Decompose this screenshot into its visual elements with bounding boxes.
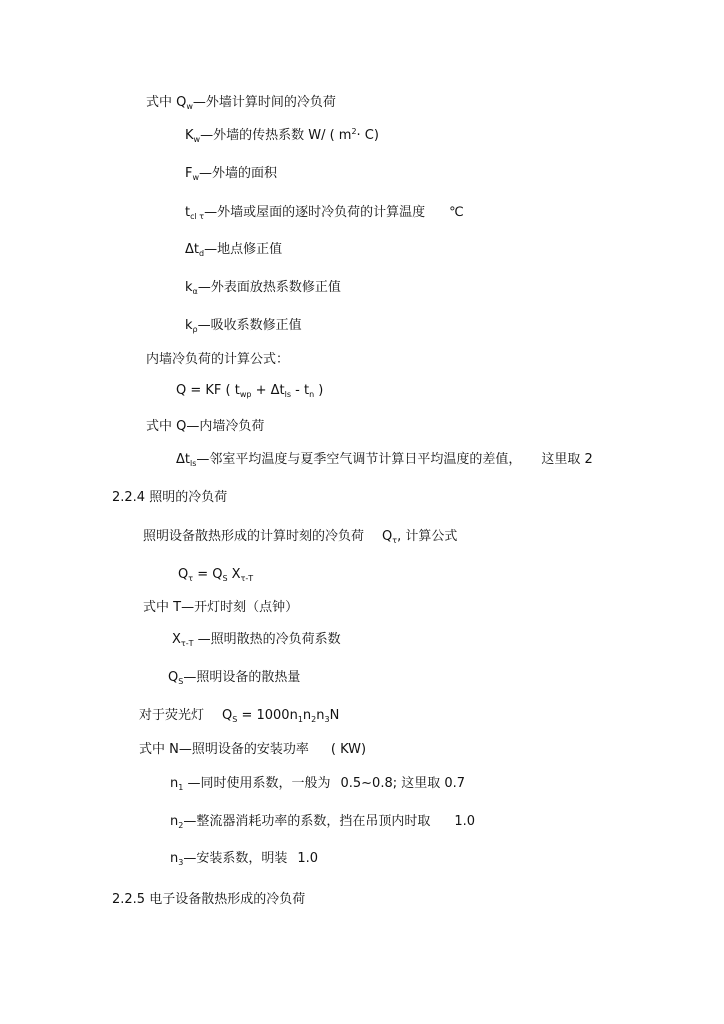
line-surface-coefficient-correction: $k_\alpha—$外表面放热系数修正值 <box>185 280 341 296</box>
line-inner-wall-cooling-load: 式中 Q—内墙冷负荷 <box>146 419 265 434</box>
line-installation-coefficient: $n_3—$安装系数，明装 1.0 <box>170 851 319 867</box>
line-lighting-intro: 照明设备散热形成的计算时刻的冷负荷 $Q_\tau$, 计算公式 <box>143 529 458 545</box>
formula-fluorescent: 对于荧光灯 $Q_S = 1000n_1n_2n_3N$ <box>139 708 340 724</box>
line-lighting-load-coefficient: $X_{\tau-T}$ —照明散热的冷负荷系数 <box>172 632 341 648</box>
line-simultaneous-use-coefficient: $n_1$ —同时使用系数，一般为 0.5~0.8; 这里取 0.7 <box>170 776 466 792</box>
line-outer-wall-cooling-load: 式中 $Q_w—$外墙计算时间的冷负荷 <box>146 95 336 111</box>
line-location-correction: $\Delta t_d—$地点修正值 <box>185 242 283 258</box>
line-inner-wall-formula-heading: 内墙冷负荷的计算公式： <box>146 352 290 367</box>
section-heading-electronic-equipment: 2.2.5 电子设备散热形成的冷负荷 <box>112 892 306 907</box>
formula-inner-wall: Q = KF ( $t_{wp} + \Delta t_{ls} - t_n$ ) <box>176 383 324 399</box>
line-wall-area: $F_w—$外墙的面积 <box>185 166 278 182</box>
line-installed-power: 式中 N—照明设备的安装功率 ( KW) <box>139 742 367 757</box>
section-heading-lighting: 2.2.4 照明的冷负荷 <box>112 490 228 505</box>
line-switch-on-time: 式中 T—开灯时刻（点钟） <box>143 600 299 615</box>
line-calc-temperature: $t_{cl \tau}—$外墙或屋面的逐时冷负荷的计算温度 ℃ <box>185 205 464 221</box>
line-heat-transfer-coefficient: $K_w—$外墙的传热系数 W/ ( $m^2\cdot C$) <box>185 127 379 144</box>
line-lighting-heat-dissipation: $Q_S—$照明设备的散热量 <box>168 670 301 686</box>
line-ballast-coefficient: $n_2—$整流器消耗功率的系数，挡在吊顶内时取 1.0 <box>170 814 476 830</box>
line-absorption-correction: $k_\rho—$吸收系数修正值 <box>185 318 302 334</box>
line-temperature-difference: $\Delta t_{ls}—$邻室平均温度与夏季空气调节计算日平均温度的差值， 这里取 2 <box>176 452 593 468</box>
formula-lighting: $Q_\tau = Q_S$ $X_{\tau-T}$ <box>178 567 254 583</box>
